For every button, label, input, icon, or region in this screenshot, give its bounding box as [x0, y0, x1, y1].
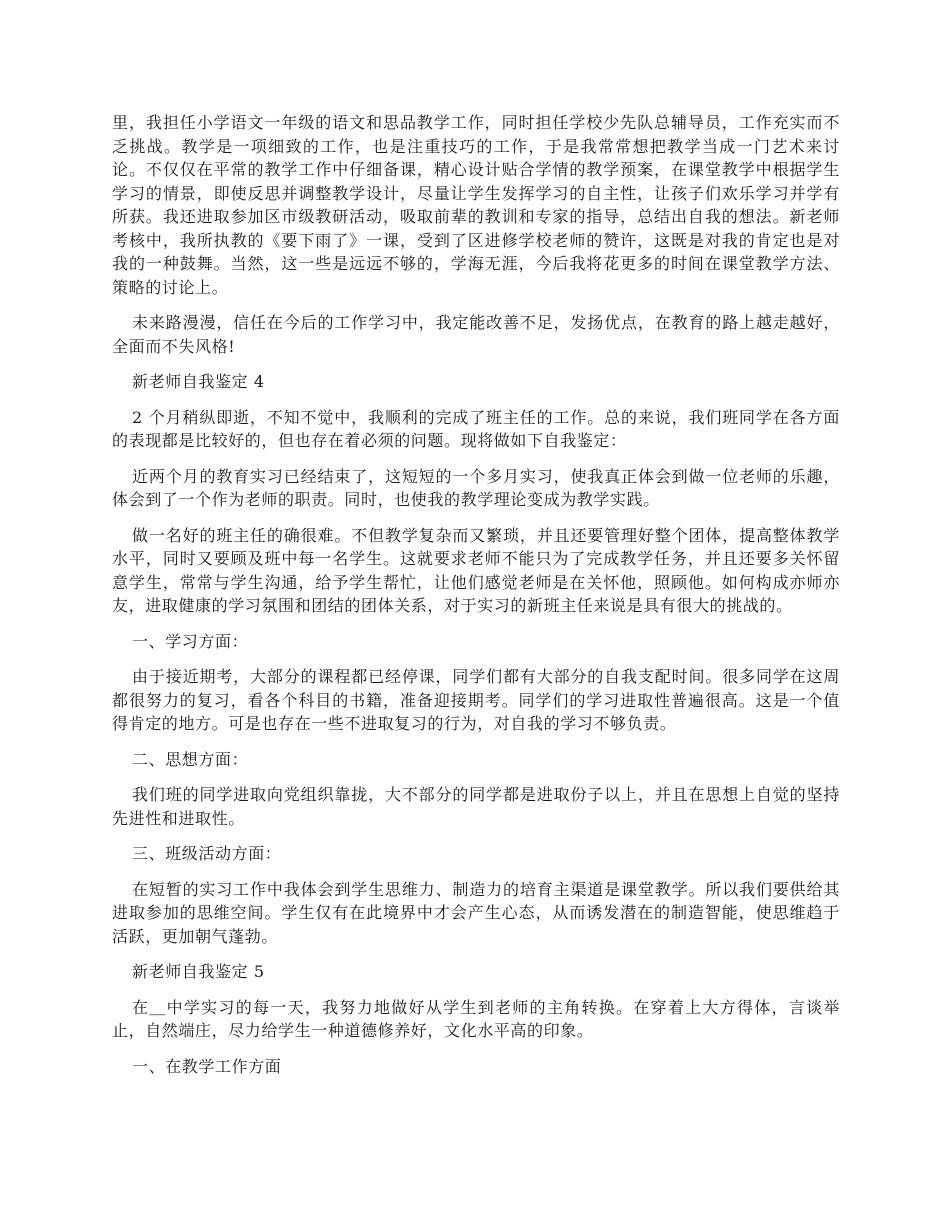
section-heading: 一、在教学工作方面 [132, 1056, 282, 1076]
section-heading: 二、思想方面： [132, 749, 249, 769]
section-heading: 新老师自我鉴定 4 [132, 372, 265, 391]
paragraph: 由于接近期考，大部分的课程都已经停课，同学们都有大部分的自我支配时间。很多同学在这周都很努力的复习，看各个科目的书籍，准备迎接期考。同学们的学习进取性普遍很高。这是一个值得肯定的地方。可是也存在一些不进取复习的行为，对自我的学习不够负责。 [112, 667, 840, 733]
paragraph: 在短暂的实习工作中我体会到学生思维力、制造力的培育主渠道是课堂教学。所以我们要供给其进取参加的思维空间。学生仅有在此境界中才会产生心态，从而诱发潜在的制造智能，使思维趋于活跃，更加朝气蓬勃。 [112, 879, 840, 946]
section-heading: 一、学习方面： [132, 631, 249, 651]
section-heading: 新老师自我鉴定 5 [132, 962, 265, 981]
paragraph: 里，我担任小学语文一年级的语文和思品教学工作，同时担任学校少先队总辅导员，工作充实而不乏挑战。教学是一项细致的工作，也是注重技巧的工作，于是我常常想把教学当成一门艺术来讨论。不仅仅在平常的教学工作中仔细备课，精心设计贴合学情的教学预案，在课堂教学中根据学生学习的情景，即使反思并调整教学设计，尽量让学生发挥学习的自主性，让孩子们欢乐学习并学有所获。我还进取参加区市级教研活动，吸取前辈的教训和专家的指导，总结出自我的想法。新老师考核中，我所执教的《要下雨了》一课，受到了区进修学校老师的赞许，这既是对我的肯定也是对我的一种鼓舞。当然，这一些是远远不够的，学海无涯，今后我将花更多的时间在课堂教学方法、策略的讨论上。 [112, 113, 840, 297]
paragraph: 近两个月的教育实习已经结束了，这短短的一个多月实习，使我真正体会到做一位老师的乐趣，体会到了一个作为老师的职责。同时，也使我的教学理论变成为教学实践。 [112, 466, 840, 509]
section-heading: 三、班级活动方面： [132, 844, 282, 863]
paragraph: 未来路漫漫，信任在今后的工作学习中，我定能改善不足，发扬优点，在教育的路上越走越好，全面而不失风格! [112, 313, 840, 356]
paragraph: 2 个月稍纵即逝，不知不觉中，我顺利的完成了班主任的工作。总的来说，我们班同学在各方面的表现都是比较好的，但也存在着必须的问题。现将做如下自我鉴定： [112, 407, 840, 450]
paragraph: 在＿中学实习的每一天，我努力地做好从学生到老师的主角转换。在穿着上大方得体，言谈举止，自然端庄，尽力给学生一种道德修养好，文化水平高的印象。 [112, 997, 840, 1040]
paragraph: 做一名好的班主任的确很难。不但教学复杂而又繁琐，并且还要管理好整个团体，提高整体教学水平，同时又要顾及班中每一名学生。这就要求老师不能只为了完成教学任务，并且还要多关怀留意学生，常常与学生沟通，给予学生帮忙，让他们感觉老师是在关怀他，照顾他。如何构成亦师亦友，进取健康的学习氛围和团结的团体关系，对于实习的新班主任来说是具有很大的挑战的。 [112, 525, 840, 615]
paragraph: 我们班的同学进取向党组织靠拢，大不部分的同学都是进取份子以上，并且在思想上自觉的坚持先进性和进取性。 [112, 785, 840, 828]
document-page [112, 111, 840, 1090]
